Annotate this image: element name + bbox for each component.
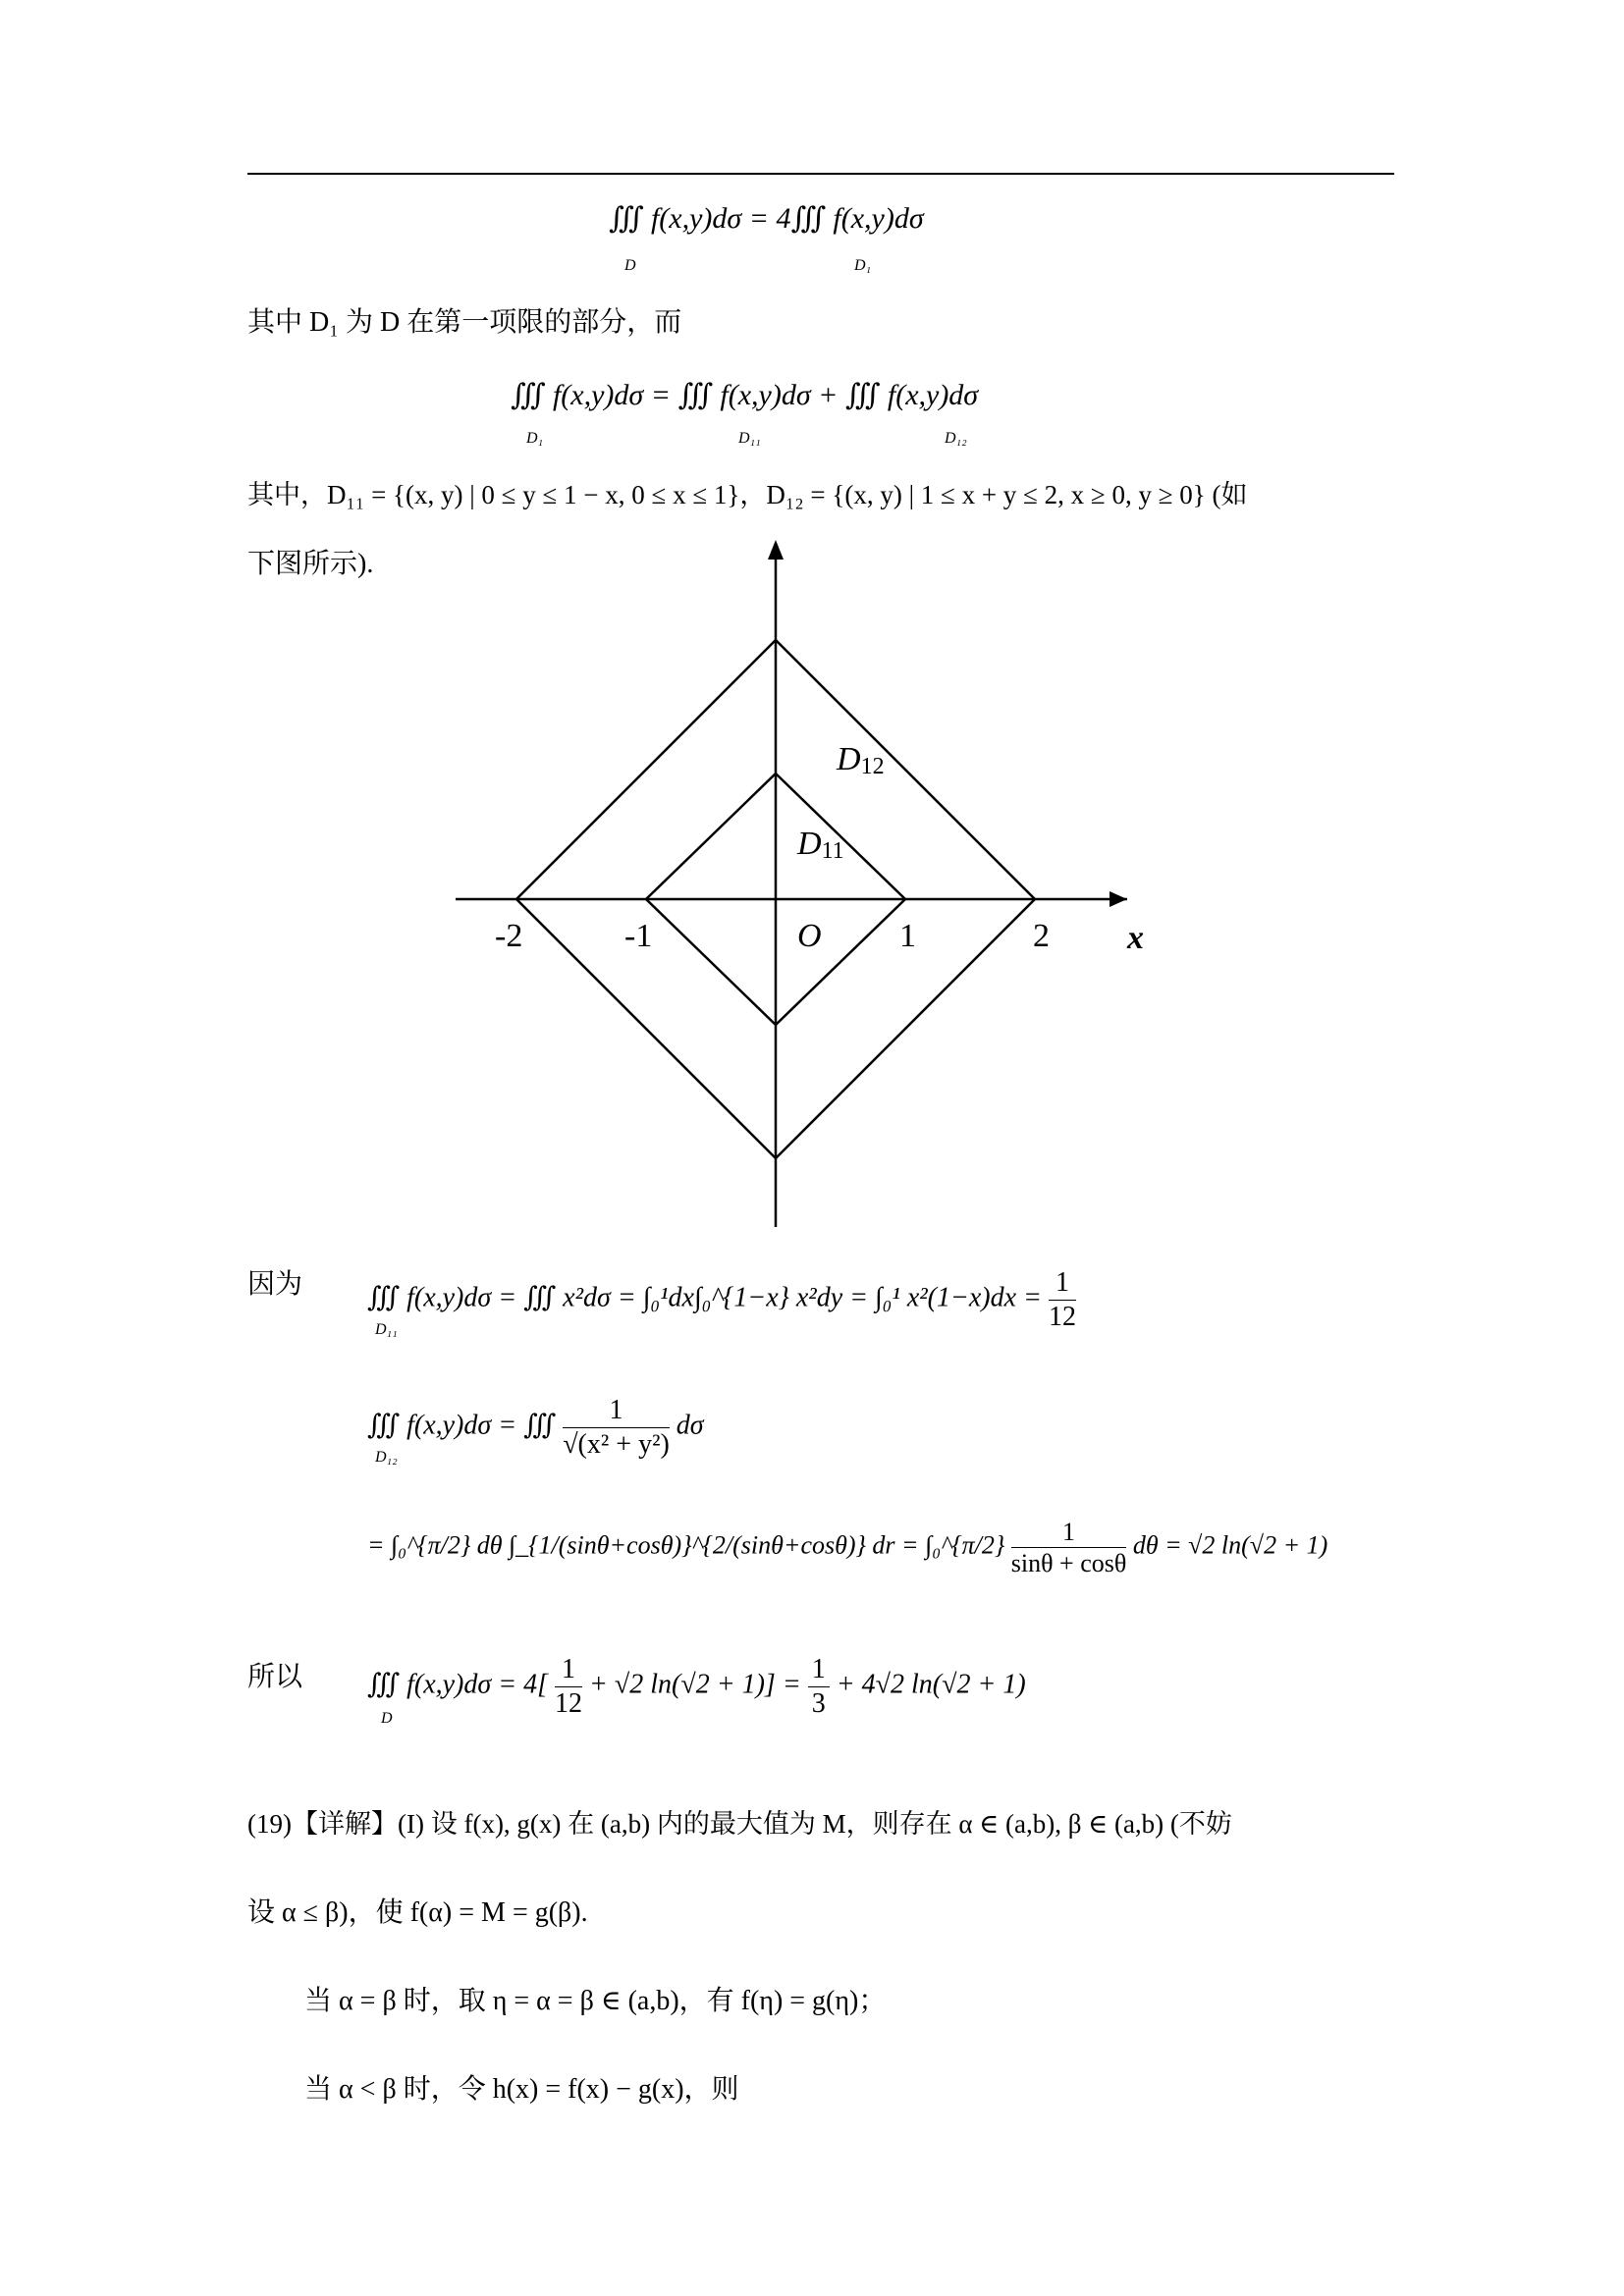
x-axis-arrow-icon xyxy=(1110,891,1127,907)
tick-label-neg2: -2 xyxy=(495,918,523,954)
tick-label-neg1: -1 xyxy=(624,918,653,954)
because-label: 因为 xyxy=(247,1269,303,1300)
region-label-d12: D12 xyxy=(837,741,885,779)
equation-1: ∭ f(x,y)dσ = 4∭ f(x,y)dσ xyxy=(609,202,924,235)
tick-label-1: 1 xyxy=(899,918,916,954)
eq1-sub-left: D xyxy=(624,257,636,274)
origin-label: O xyxy=(797,918,822,954)
eq1-sub-right: D₁ xyxy=(854,257,872,274)
so-label: 所以 xyxy=(247,1662,303,1692)
eq6-fraction-2: $\frac{1}{3}$ xyxy=(808,1653,830,1720)
eq5-fraction: $\frac{1}{\sin\theta + \cos\theta}$ xyxy=(1010,1518,1127,1578)
eq2-sub-2: D₁₁ xyxy=(738,430,761,447)
problem19-line-4: 当 α < β 时，令 h(x) = f(x) − g(x)，则 xyxy=(304,2074,739,2105)
eq3-fraction: $\frac{1}{12}$ xyxy=(1048,1267,1076,1332)
eq4-sub: D₁₂ xyxy=(375,1449,398,1466)
d1-definition-line: 其中 D₁ 为 D 在第一项限的部分，而 xyxy=(247,307,682,338)
eq6-sub: D xyxy=(381,1710,393,1727)
figure-reference-line: 下图所示). xyxy=(247,549,374,579)
eq6-fraction-1: $\frac{1}{12}$ xyxy=(554,1654,582,1719)
eq3-sub: D₁₁ xyxy=(375,1321,398,1338)
equation-5: = ∫₀^{π/2} dθ ∫_{1/(sinθ+cosθ)}^{2/(sinθ+cosθ)} dr = ∫₀^{π/2} $\frac{1}{\sin\theta + \cos\theta}$ dθ = √2 ln(√2 + 1) xyxy=(367,1518,1328,1578)
eq2-sub-3: D₁₂ xyxy=(945,430,967,447)
y-axis-arrow-icon xyxy=(768,540,784,560)
tick-label-2: 2 xyxy=(1033,918,1050,954)
eq4-fraction: $\frac{1}{\text{√(x² + y²)}}$ xyxy=(563,1395,670,1460)
x-axis-label: x xyxy=(1127,920,1144,956)
sets-definition-line: 其中，D₁₁ = {(x, y) | 0 ≤ y ≤ 1 − x, 0 ≤ x ≤ 1}，D₁₂ = {(x, y) | 1 ≤ x + y ≤ 2, x ≥ 0, y ≥ 0} (如 xyxy=(247,480,1248,509)
problem19-line-2: 设 α ≤ β)，使 f(α) = M = g(β). xyxy=(247,1897,588,1928)
region-diagram xyxy=(432,530,1159,1237)
header-rule xyxy=(247,173,1394,175)
equation-3: ∭ f(x,y)dσ = ∭ x²dσ = ∫₀¹dx∫₀^{1−x} x²dy = ∫₀¹ x²(1−x)dx = $\frac{1}{12}$ xyxy=(367,1267,1076,1332)
equation-2: ∭ f(x,y)dσ = ∭ f(x,y)dσ + ∭ f(x,y)dσ xyxy=(511,379,979,411)
equation-4: ∭ f(x,y)dσ = ∭ $\frac{1}{\text{√(x² + y²)}}$ dσ xyxy=(367,1395,704,1460)
eq2-sub-1: D₁ xyxy=(526,430,544,447)
equation-6: ∭ f(x,y)dσ = 4[ $\frac{1}{12}$ + √2 ln(√2 + 1)] = $\frac{1}{3}$ + 4√2 ln(√2 + 1) xyxy=(367,1654,1026,1719)
region-label-d11: D11 xyxy=(797,826,844,864)
problem19-line-1: (19)【详解】(I) 设 f(x), g(x) 在 (a,b) 内的最大值为 M，则存在 α ∈ (a,b), β ∈ (a,b) (不妨 xyxy=(247,1809,1232,1839)
problem19-line-3: 当 α = β 时，取 η = α = β ∈ (a,b)，有 f(η) = g(η)； xyxy=(304,1986,887,2016)
